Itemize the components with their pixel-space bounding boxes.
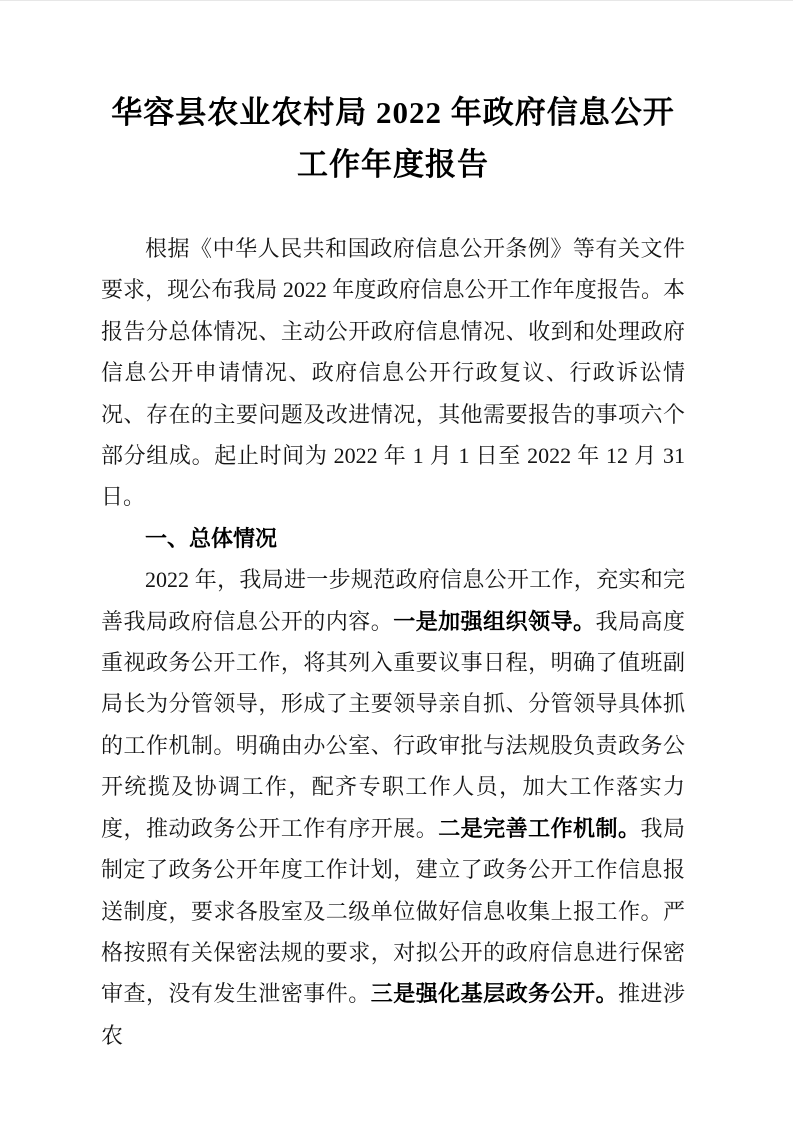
text-run: 我局制定了政务公开年度工作计划，建立了政务公开工作信息报送制度，要求各股室及二级单位做好信息收集上报工作。严格按照有关保密法规的要求，对拟公开的政府信息进行保密审查，没有发生泄密事件。 [101, 815, 685, 1007]
text-run: 2022 年，我局进一步规范政府信息公开工作，充实和完善我局政府信息公开的内容。 [101, 567, 685, 634]
document-title-line-2: 工作年度报告 [297, 147, 489, 182]
document-body [101, 228, 685, 1056]
section-heading-overall-situation: 一、总体情况 [145, 525, 278, 551]
section-paragraph [101, 559, 685, 1056]
emphasis-run-improve-mechanism: 二是完善工作机制。 [438, 815, 641, 841]
emphasis-run-strengthen-leadership: 一是加强组织领导。 [393, 608, 596, 634]
text-run: 推进涉农 [101, 981, 685, 1048]
text-run: 我局高度重视政务公开工作，将其列入重要议事日程，明确了值班副局长为分管领导，形成了主要领导亲自抓、分管领导具体抓的工作机制。明确由办公室、行政审批与法规股负责政务公开统揽及协调工作，配齐专职工作人员，加大工作落实力度，推动政务公开工作有序开展。 [101, 608, 685, 841]
emphasis-run-grassroots-openness: 三是强化基层政务公开。 [370, 981, 619, 1007]
document-title-line-1: 华容县农业农村局 2022 年政府信息公开 [111, 95, 675, 130]
intro-paragraph: 根据《中华人民共和国政府信息公开条例》等有关文件要求，现公布我局 2022 年度政府信息公开工作年度报告。本报告分总体情况、主动公开政府信息情况、收到和处理政府信息公开申请情况、政府信息公开行政复议、行政诉讼情况、存在的主要问题及改进情况，其他需要报告的事项六个部分组成。起止时间为 2022 年 1 月 1 日至 2022 年 12 月 31 日。 [101, 236, 685, 510]
document-title [101, 87, 685, 191]
